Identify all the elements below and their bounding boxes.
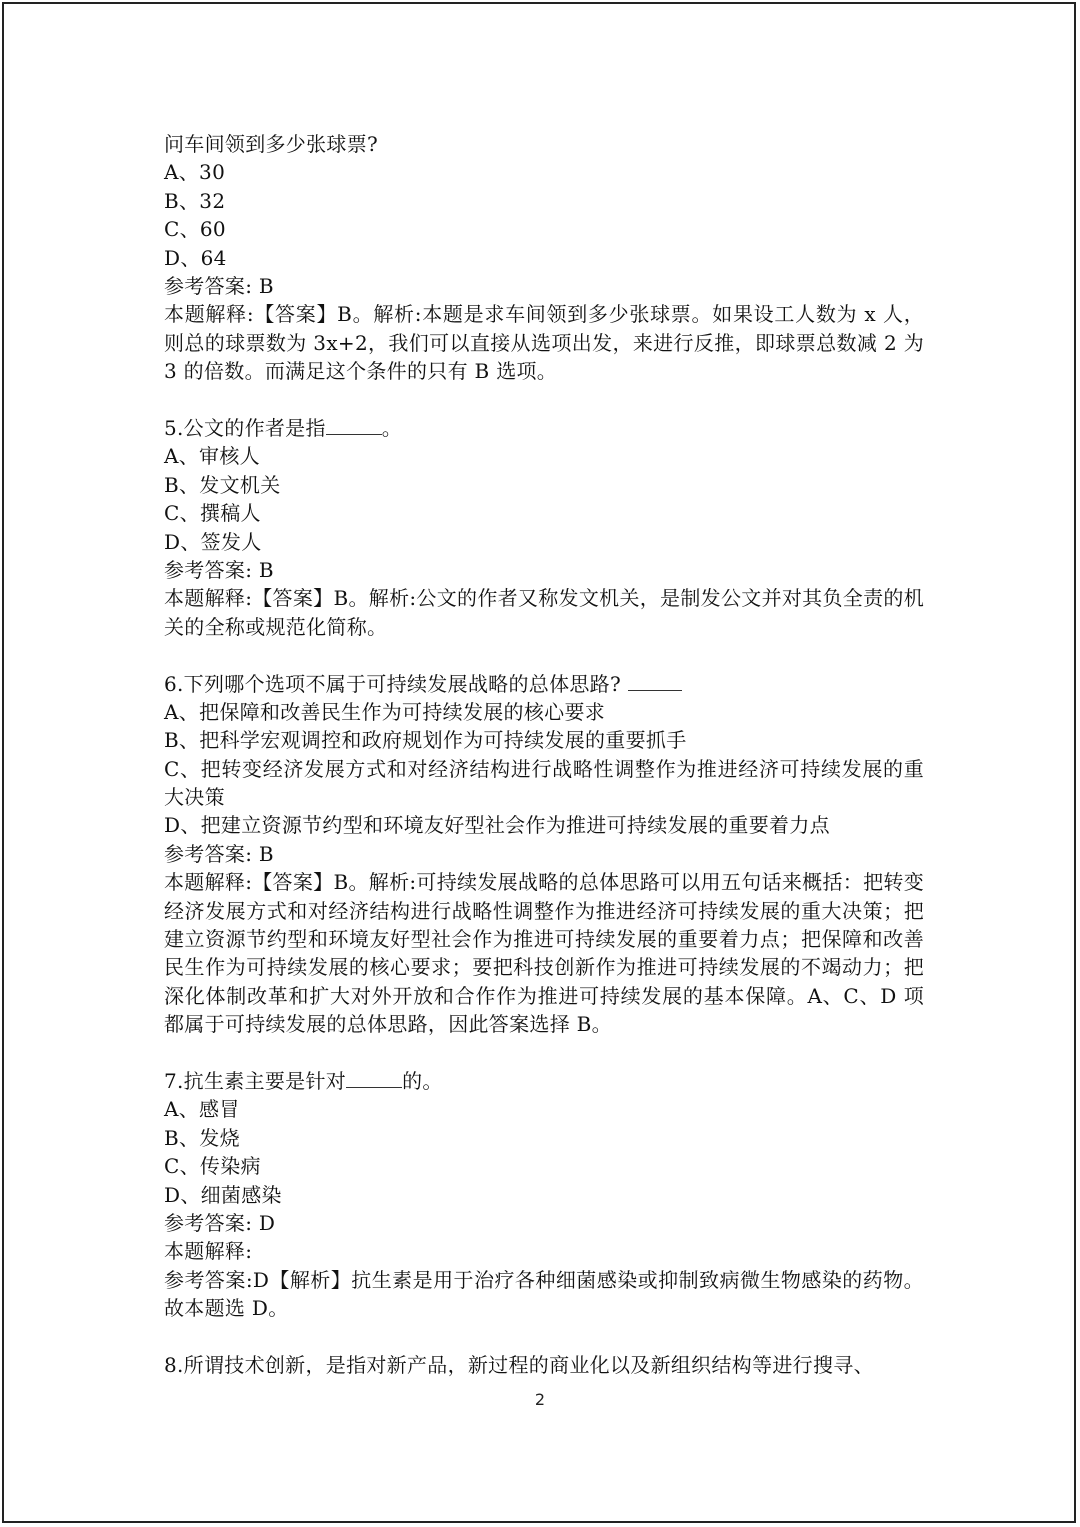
q7-stem-text: 7.抗生素主要是针对 [164, 1069, 347, 1094]
q7-answer: 参考答案: D [164, 1211, 276, 1236]
q7-stem-end: 的。 [402, 1069, 443, 1094]
q4-option-c: C、60 [164, 217, 226, 242]
q5-explanation: 本题解释:【答案】B。解析:公文的作者又称发文机关，是制发公文并对其负全责的机关的全称或规范化简称。 [164, 586, 924, 639]
spacer [164, 641, 924, 669]
q7-option-b: B、发烧 [164, 1125, 240, 1150]
q5-option-d: D、签发人 [164, 529, 262, 554]
page-number: 2 [534, 1390, 546, 1409]
q6-answer: 参考答案: B [164, 841, 274, 866]
q5-option-c: C、撰稿人 [164, 501, 261, 526]
q5-answer: 参考答案: B [164, 557, 274, 582]
q4-option-d: D、64 [164, 245, 227, 270]
q7-option-d: D、细菌感染 [164, 1182, 282, 1207]
q6-blank [628, 670, 682, 691]
q8-stem: 8.所谓技术创新，是指对新产品，新过程的商业化以及新组织结构等进行搜寻、 [164, 1353, 874, 1378]
q6-option-c: C、把转变经济发展方式和对经济结构进行战略性调整作为推进经济可持续发展的重大决策 [164, 756, 924, 810]
q7-option-c: C、传染病 [164, 1154, 261, 1179]
spacer [164, 1323, 924, 1351]
q5-stem-text: 5.公文的作者是指 [164, 415, 326, 440]
q5-option-b: B、发文机关 [164, 472, 281, 497]
q6-explanation: 本题解释:【答案】B。解析:可持续发展战略的总体思路可以用五句话来概括：把转变经济发展方式和对经济结构进行战略性调整作为推进经济可持续发展的重大决策；把建立资源节约型和环境友好型社会作为推进可持续发展的重要着力点；把保障和改善民生作为可持续发展的核心要求；要把科技创新作为推进可持续发展的不竭动力；把深化体制改革和扩大对外开放和合作作为推进可持续发展的基本保障。A、C、D 项都属于可持续发展的总体思路，因此答案选择 B。 [164, 870, 924, 1037]
q5-stem-end: 。 [381, 415, 403, 440]
q5-blank [326, 414, 382, 435]
q5-option-a: A、审核人 [164, 444, 260, 469]
q6-option-d: D、把建立资源节约型和环境友好型社会作为推进可持续发展的重要着力点 [164, 813, 830, 838]
q6-option-a: A、把保障和改善民生作为可持续发展的核心要求 [164, 699, 606, 724]
q7-explanation: 参考答案:D【解析】抗生素是用于治疗各种细菌感染或抑制致病微生物感染的药物。故本题选 D。 [164, 1267, 924, 1321]
q7-explanation-label: 本题解释: [164, 1239, 253, 1264]
q7-stem [164, 1067, 924, 1095]
q6-option-b: B、把科学宏观调控和政府规划作为可持续发展的重要抓手 [164, 728, 687, 753]
q4-answer: 参考答案: B [164, 273, 274, 298]
document-body [164, 130, 924, 1379]
q7-option-a: A、感冒 [164, 1097, 240, 1122]
q4-option-b: B、32 [164, 188, 226, 213]
q7-blank [346, 1067, 402, 1088]
q4-explanation: 本题解释:【答案】B。解析:本题是求车间领到多少张球票。如果设工人数为 x 人，则总的球票数为 3x+2，我们可以直接从选项出发，来进行反推，即球票总数减 2 为 3 的倍数。而满足这个条件的只有 B 选项。 [164, 302, 924, 384]
q6-stem [164, 670, 924, 698]
q4-stem-tail: 问车间领到多少张球票? [164, 132, 379, 156]
spacer [164, 1039, 924, 1067]
spacer [164, 386, 924, 414]
q5-stem [164, 414, 924, 442]
q6-stem-text: 6.下列哪个选项不属于可持续发展战略的总体思路? [164, 671, 622, 696]
q4-option-a: A、30 [164, 160, 226, 185]
